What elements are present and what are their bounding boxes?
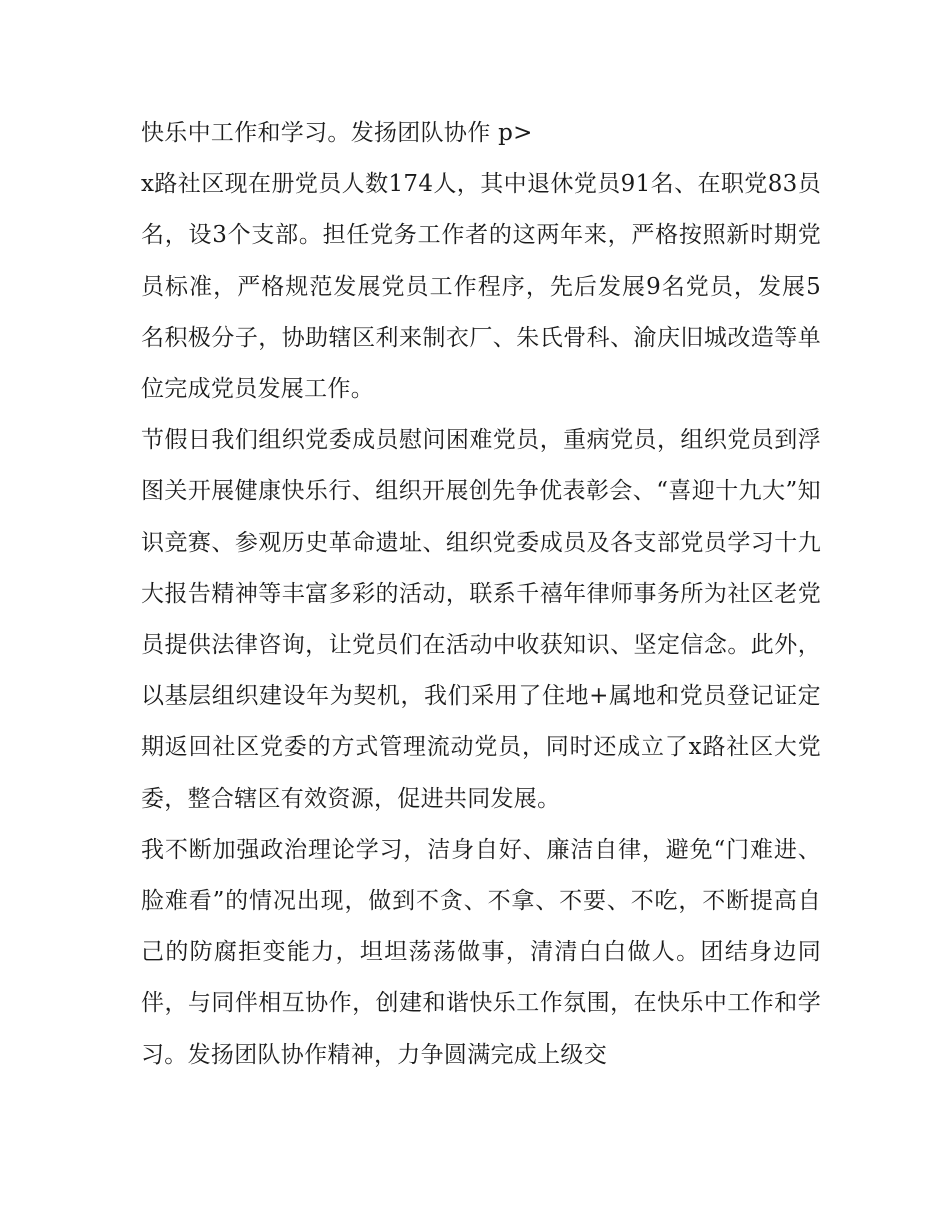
- paragraph-2: x路社区现在册党员人数174人，其中退休党员91名、在职党83员名，设3个支部。担任党务工作者的这两年来，严格按照新时期党员标准，严格规范发展党员工作程序，先后发展9名党员，发展5名积极分子，协助辖区利来制衣厂、朱氏骨科、渝庆旧城改造等单位完成党员发展工作。: [141, 171, 821, 403]
- document-body: [141, 108, 821, 1081]
- paragraph-4: 我不断加强政治理论学习，洁身自好、廉洁自律，避免“门难进、脸难看”的情况出现，做到不贪、不拿、不要、不吃，不断提高自己的防腐拒变能力，坦坦荡荡做事，清清白白做人。团结身边同伴，与同伴相互协作，创建和谐快乐工作氛围，在快乐中工作和学习。发扬团队协作精神，力争圆满完成上级交: [141, 836, 821, 1068]
- paragraph-3: 节假日我们组织党委成员慰问困难党员，重病党员，组织党员到浮图关开展健康快乐行、组织开展创先争优表彰会、“喜迎十九大”知识竞赛、参观历史革命遗址、组织党委成员及各支部党员学习十九大报告精神等丰富多彩的活动，联系千禧年律师事务所为社区老党员提供法律咨询，让党员们在活动中收获知识、坚定信念。此外，以基层组织建设年为契机，我们采用了住地+属地和党员登记证定期返回社区党委的方式管理流动党员，同时还成立了x路社区大党委，整合辖区有效资源，促进共同发展。: [141, 427, 821, 812]
- paragraph-1: 快乐中工作和学习。发扬团队协作 p>: [141, 120, 533, 146]
